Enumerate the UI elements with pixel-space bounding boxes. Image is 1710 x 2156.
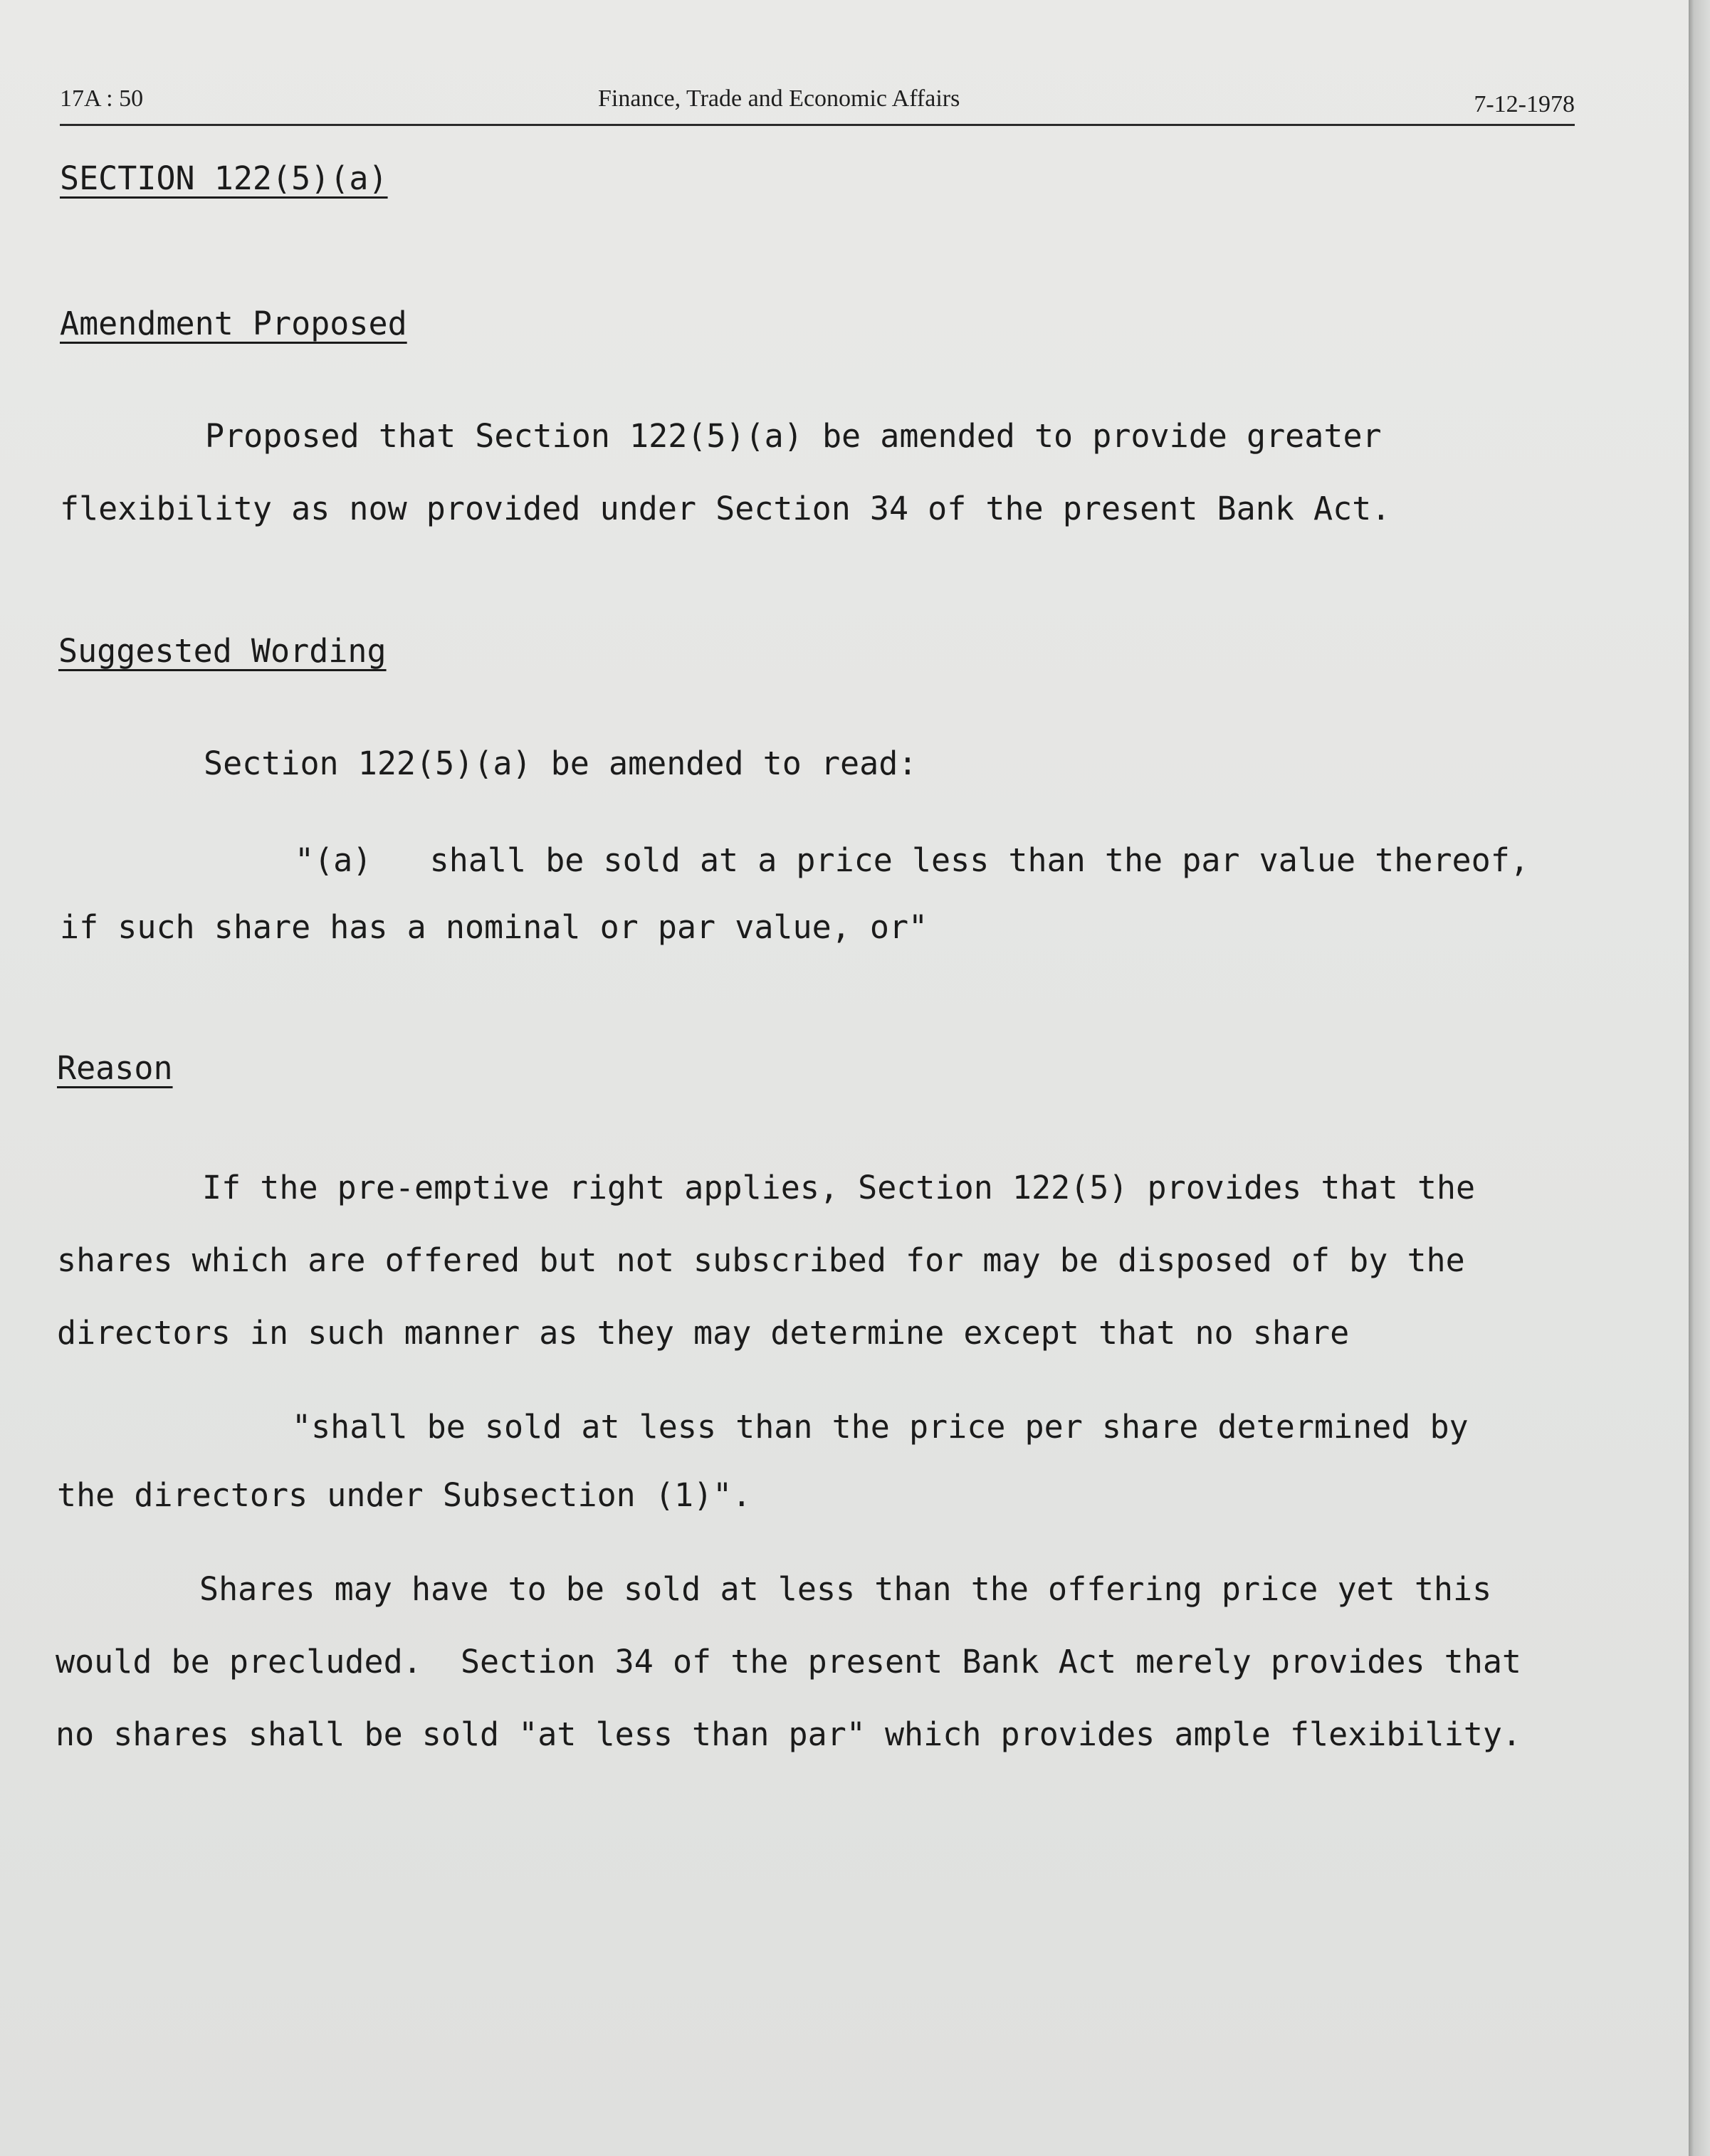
amendment-line-2: flexibility as now provided under Section 34 of the present Bank Act.	[60, 490, 1391, 527]
reason-para2-line-3: no shares shall be sold "at less than par" which provides ample flexibility.	[56, 1715, 1522, 1753]
wording-quote-line-1: "(a) shall be sold at a price less than the par value thereof,	[295, 841, 1529, 879]
page-header	[60, 85, 1575, 122]
wording-intro: Section 122(5)(a) be amended to read:	[204, 745, 918, 782]
reason-para1-line-2: shares which are offered but not subscribed for may be disposed of by the	[57, 1241, 1465, 1279]
reason-quote-line-2: the directors under Subsection (1)".	[57, 1476, 752, 1514]
reason-quote-line-1: "shall be sold at less than the price per share determined by	[292, 1408, 1469, 1446]
reason-para2-line-2: would be precluded. Section 34 of the present Bank Act merely provides that	[56, 1643, 1522, 1681]
wording-heading: Suggested Wording	[58, 632, 387, 670]
wording-quote-line-2: if such share has a nominal or par value, or"	[60, 908, 928, 946]
publication-title: Finance, Trade and Economic Affairs	[598, 85, 960, 112]
page-date: 7-12-1978	[1474, 91, 1575, 117]
page-edge-shadow	[1689, 0, 1710, 2156]
reason-heading: Reason	[57, 1049, 173, 1087]
reason-para1-line-1: If the pre-emptive right applies, Section 122(5) provides that the	[202, 1169, 1476, 1206]
amendment-heading: Amendment Proposed	[60, 305, 407, 342]
amendment-line-1: Proposed that Section 122(5)(a) be amended to provide greater	[205, 417, 1382, 455]
page-number: 17A : 50	[60, 85, 144, 112]
reason-para1-line-3: directors in such manner as they may determine except that no share	[57, 1314, 1350, 1352]
section-title: SECTION 122(5)(a)	[60, 159, 388, 197]
reason-para2-line-1: Shares may have to be sold at less than the offering price yet this	[199, 1570, 1492, 1608]
header-rule	[60, 124, 1575, 126]
